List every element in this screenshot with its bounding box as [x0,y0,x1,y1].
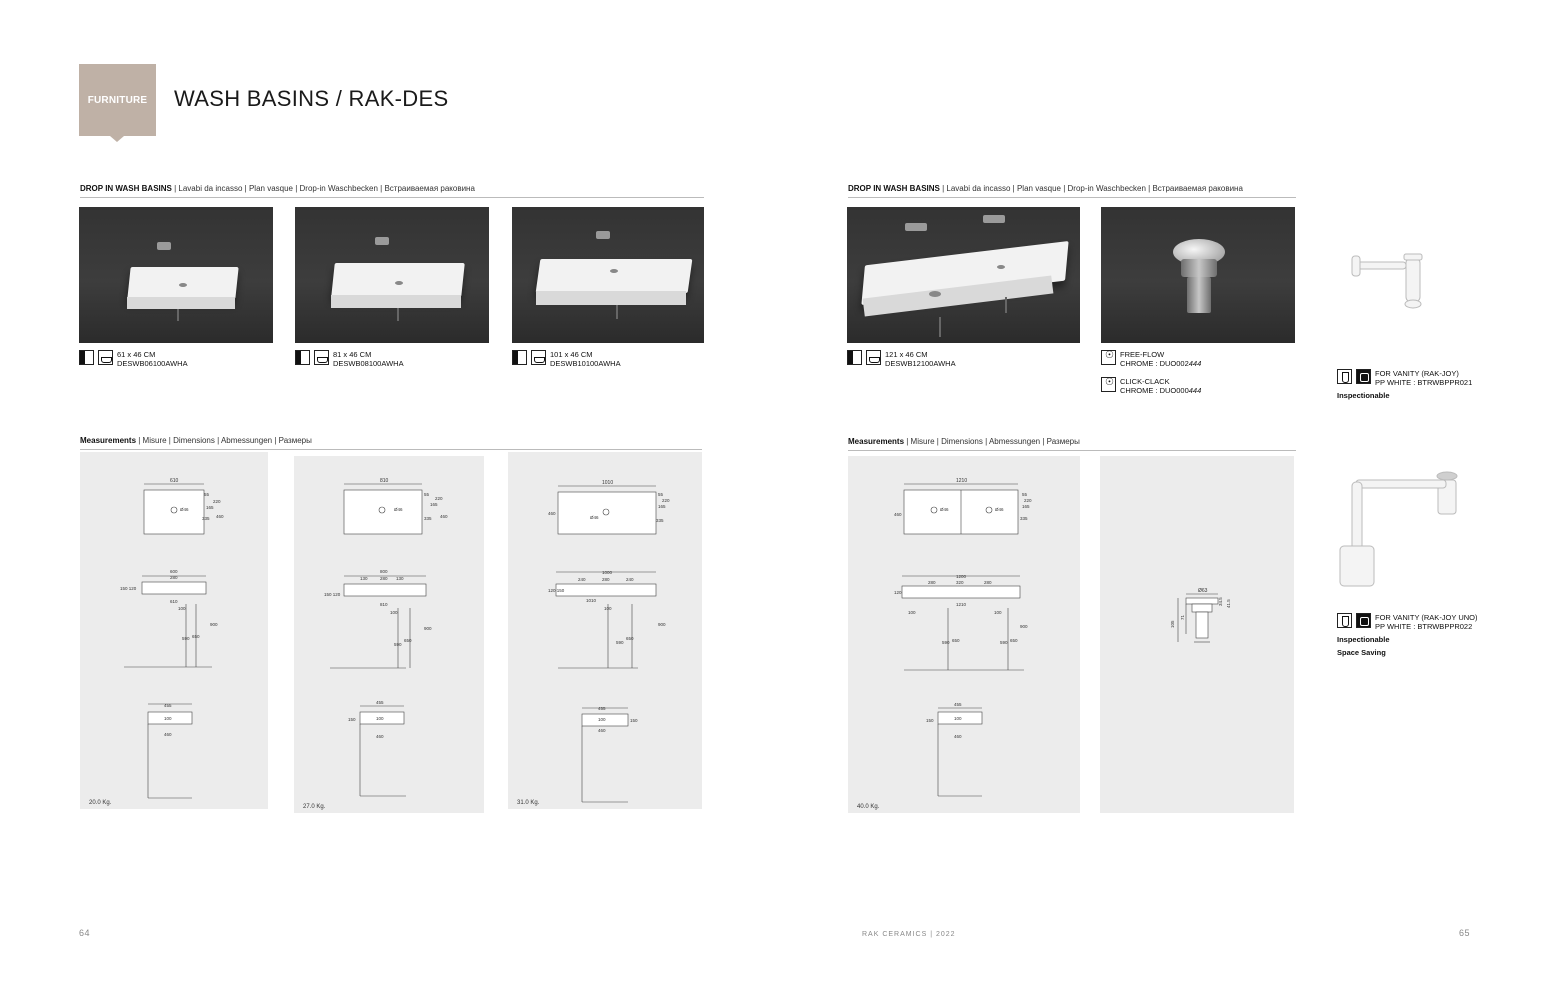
dim-h2: 71 [1180,614,1185,620]
dim-width-top: 1210 [956,478,968,484]
svg-text:650: 650 [404,638,412,643]
svg-text:55: 55 [424,492,430,497]
svg-text:460: 460 [548,511,556,516]
section-heading-bold: DROP IN WASH BASINS [848,184,940,193]
dim-inner: 1000 [602,570,613,575]
product-size: 81 x 46 CM [333,350,372,359]
tap [157,242,171,250]
svg-text:335: 335 [424,516,432,521]
basin-icon [531,350,546,365]
svg-text:150 120: 150 120 [324,592,341,597]
support-leg [177,309,179,321]
svg-text:590: 590 [1000,640,1008,645]
svg-text:650: 650 [192,634,200,639]
section-heading-translations: | Misure | Dimensions | Abmessungen | Размеры [136,436,312,445]
product-text [117,350,188,368]
trap-note-space-saving: Space Saving [1337,648,1386,657]
trap-line1: FOR VANITY (RAK-JOY UNO) [1375,613,1478,622]
svg-text:100: 100 [604,606,612,611]
drawing-lines [848,456,1080,813]
waste-text [1120,350,1201,368]
waste-name: CLICK-CLACK [1120,377,1170,386]
waste-fitting [1169,233,1229,323]
svg-text:455: 455 [376,700,384,705]
svg-text:120 150: 120 150 [548,588,565,593]
trap-text [1375,613,1478,631]
svg-text:55: 55 [1022,492,1028,497]
category-tag-label: FURNITURE [87,94,148,106]
trap-caption-rak-joy [1337,369,1472,387]
drain [997,265,1005,269]
section-heading-translations: | Misure | Dimensions | Abmessungen | Размеры [904,437,1080,446]
waste-caption-click-clack [1101,377,1201,395]
trap-icon [1337,613,1352,628]
dim-width-top: 1010 [602,480,614,486]
section-heading-translations: | Lavabi da incasso | Plan vasque | Drop-in Waschbecken | Встраиваемая раковина [171,184,475,193]
support-leg [397,308,399,321]
svg-text:650: 650 [626,636,634,641]
basin [331,263,465,297]
svg-text:130: 130 [360,576,368,581]
svg-text:590: 590 [182,636,190,641]
product-text [885,350,956,368]
technical-drawing-121 [848,456,1080,813]
waste-body [1181,259,1217,277]
product-text [333,350,404,368]
section-heading-measurements-right [848,437,1296,451]
dim-inner: 1200 [956,574,967,579]
waste-photo-free-flow [1101,207,1295,343]
svg-text:100: 100 [598,717,606,722]
svg-text:Ø46: Ø46 [940,507,949,512]
svg-text:460: 460 [164,732,172,737]
svg-text:280: 280 [984,580,992,585]
dim-h4: 41.5 [1226,599,1231,608]
dim-bottom: 1010 [586,598,597,603]
product-code: DESWB10100AWHA [550,359,621,368]
section-heading-bold: Measurements [80,436,137,445]
weight-label: 31.0 Kg. [517,800,540,806]
svg-text:900: 900 [210,622,218,627]
basin [536,259,693,293]
svg-text:220: 220 [1024,498,1032,503]
waste-caption-free-flow [1101,350,1201,368]
svg-text:165: 165 [1022,504,1030,509]
svg-text:165: 165 [430,502,438,507]
basin-front [127,297,235,309]
svg-text:Ø46: Ø46 [180,507,189,512]
basin-front [331,295,461,308]
dim-spacing: 280 [602,577,610,582]
page-number-left: 64 [79,928,91,938]
weight-label: 40.0 Kg. [857,804,880,810]
trap-text [1375,369,1472,387]
product-size: 121 x 46 CM [885,350,928,359]
dim-spacing: 320 [956,580,964,585]
svg-text:335: 335 [1020,516,1028,521]
waste-code-suffix: 444 [1188,359,1202,368]
dim-bottom: 810 [380,602,388,607]
product-photo-101 [512,207,704,343]
waste-code-prefix: CHROME : DUO000 [1120,386,1189,395]
svg-text:165: 165 [206,505,214,510]
svg-text:Ø46: Ø46 [995,507,1004,512]
svg-text:460: 460 [376,734,384,739]
trap-line2: PP WHITE : BTRWBPPR022 [1375,622,1473,631]
dim-spacing: 280 [380,576,388,581]
waste-name: FREE-FLOW [1120,350,1165,359]
svg-text:460: 460 [440,514,448,519]
dim-inner: 800 [380,569,388,574]
tap [905,223,927,231]
svg-text:100: 100 [164,716,172,721]
section-heading-drop-in-right [848,184,1296,198]
svg-text:100: 100 [954,716,962,721]
svg-text:130: 130 [396,576,404,581]
dim-h3: 34.5 [1218,597,1223,606]
svg-text:220: 220 [662,498,670,503]
wall-mount-icon [847,350,862,365]
svg-text:150 120: 150 120 [120,586,137,591]
dim-inner: 600 [170,569,178,574]
wall-mount-icon [79,350,94,365]
waste-icon [1101,377,1116,392]
svg-text:455: 455 [954,702,962,707]
tap [596,231,610,239]
svg-text:165: 165 [658,504,666,509]
dim-bottom: 610 [170,599,178,604]
svg-text:150: 150 [926,718,934,723]
product-caption-101 [512,350,621,368]
inspection-icon [1356,369,1371,384]
product-code: DESWB12100AWHA [885,359,956,368]
weight-label: 27.0 Kg. [303,804,326,810]
section-heading-bold: DROP IN WASH BASINS [80,184,172,193]
svg-text:900: 900 [424,626,432,631]
dim-bottom: 1210 [956,602,967,607]
drain [610,269,618,273]
svg-text:460: 460 [894,512,902,517]
trap-note-inspectionable: Inspectionable [1337,635,1390,644]
svg-text:900: 900 [658,622,666,627]
svg-text:240: 240 [626,577,634,582]
svg-text:460: 460 [598,728,606,733]
svg-text:335: 335 [656,518,664,523]
section-heading-translations: | Lavabi da incasso | Plan vasque | Drop-in Waschbecken | Встраиваемая раковина [939,184,1243,193]
drawing-lines [80,452,268,809]
trap-line1: FOR VANITY (RAK-JOY) [1375,369,1459,378]
section-heading-measurements-left [80,436,702,450]
drawing-lines [1100,456,1294,813]
dim-h1: 105 [1170,620,1175,628]
wall-mount-icon [295,350,310,365]
svg-text:100: 100 [376,716,384,721]
svg-text:100: 100 [994,610,1002,615]
waste-technical-drawing [1100,456,1294,813]
waste-text [1120,377,1201,395]
svg-text:220: 220 [435,496,443,501]
svg-text:460: 460 [954,734,962,739]
product-caption-121 [847,350,956,368]
bottle-trap-rak-joy [1350,250,1440,310]
dim-width-top: 610 [170,478,179,484]
product-photo-81 [295,207,489,343]
svg-text:280: 280 [928,580,936,585]
waste-code-suffix: 444 [1188,386,1202,395]
svg-text:650: 650 [952,638,960,643]
support-leg [616,305,618,319]
svg-text:150: 150 [348,717,356,722]
section-heading-drop-in-left [80,184,704,198]
svg-text:55: 55 [658,492,664,497]
product-photo-121 [847,207,1080,343]
drawing-lines [508,452,702,809]
waste-code-prefix: CHROME : DUO002 [1120,359,1189,368]
svg-text:120: 120 [894,590,902,595]
drain [929,291,941,297]
product-size: 101 x 46 CM [550,350,593,359]
drawing-lines [294,456,484,813]
technical-drawing-101 [508,452,702,809]
svg-text:900: 900 [1020,624,1028,629]
svg-text:335: 335 [202,516,210,521]
waste-thread [1187,277,1211,313]
svg-text:590: 590 [394,642,402,647]
trap-icon [1337,369,1352,384]
svg-text:590: 590 [942,640,950,645]
category-tag [79,64,156,136]
svg-text:100: 100 [908,610,916,615]
page-number-right: 65 [1459,928,1471,938]
trap-caption-rak-joy-uno [1337,613,1478,631]
svg-text:650: 650 [1010,638,1018,643]
page-title: WASH BASINS / RAK-DES [174,86,449,111]
inspection-icon [1356,613,1371,628]
drain [179,283,187,287]
wall-mount-icon [512,350,527,365]
basin-icon [98,350,113,365]
technical-drawing-61 [80,452,268,809]
drain [395,281,403,285]
support-leg [939,317,941,337]
trap-line2: PP WHITE : BTRWBPPR021 [1375,378,1473,387]
section-heading-bold: Measurements [848,437,905,446]
svg-text:455: 455 [164,703,172,708]
product-code: DESWB08100AWHA [333,359,404,368]
tap [375,237,389,245]
basin-icon [866,350,881,365]
trap-note-inspectionable: Inspectionable [1337,391,1390,400]
footer-brand: RAK CERAMICS | 2022 [862,931,956,938]
weight-label: 20.0 Kg. [89,800,112,806]
product-caption-81 [295,350,404,368]
basin-icon [314,350,329,365]
svg-text:100: 100 [178,606,186,611]
product-code: DESWB06100AWHA [117,359,188,368]
product-size: 61 x 46 CM [117,350,156,359]
technical-drawing-81 [294,456,484,813]
svg-text:Ø46: Ø46 [394,507,403,512]
product-caption-61 [79,350,188,368]
dim-spacing: 280 [170,575,178,580]
dim-diameter: Ø63 [1198,588,1208,594]
svg-text:590: 590 [616,640,624,645]
svg-text:240: 240 [578,577,586,582]
dim-width-top: 810 [380,478,389,484]
tap [983,215,1005,223]
support-leg [1005,297,1007,313]
svg-text:Ø46: Ø46 [590,515,599,520]
product-photo-61 [79,207,273,343]
svg-text:55: 55 [204,492,210,497]
svg-text:460: 460 [216,514,224,519]
svg-text:455: 455 [598,706,606,711]
product-text [550,350,621,368]
svg-text:220: 220 [213,499,221,504]
svg-text:150: 150 [630,718,638,723]
svg-text:100: 100 [390,610,398,615]
waste-icon [1101,350,1116,365]
bottle-trap-rak-joy-uno [1330,470,1480,590]
basin-front [536,291,686,305]
